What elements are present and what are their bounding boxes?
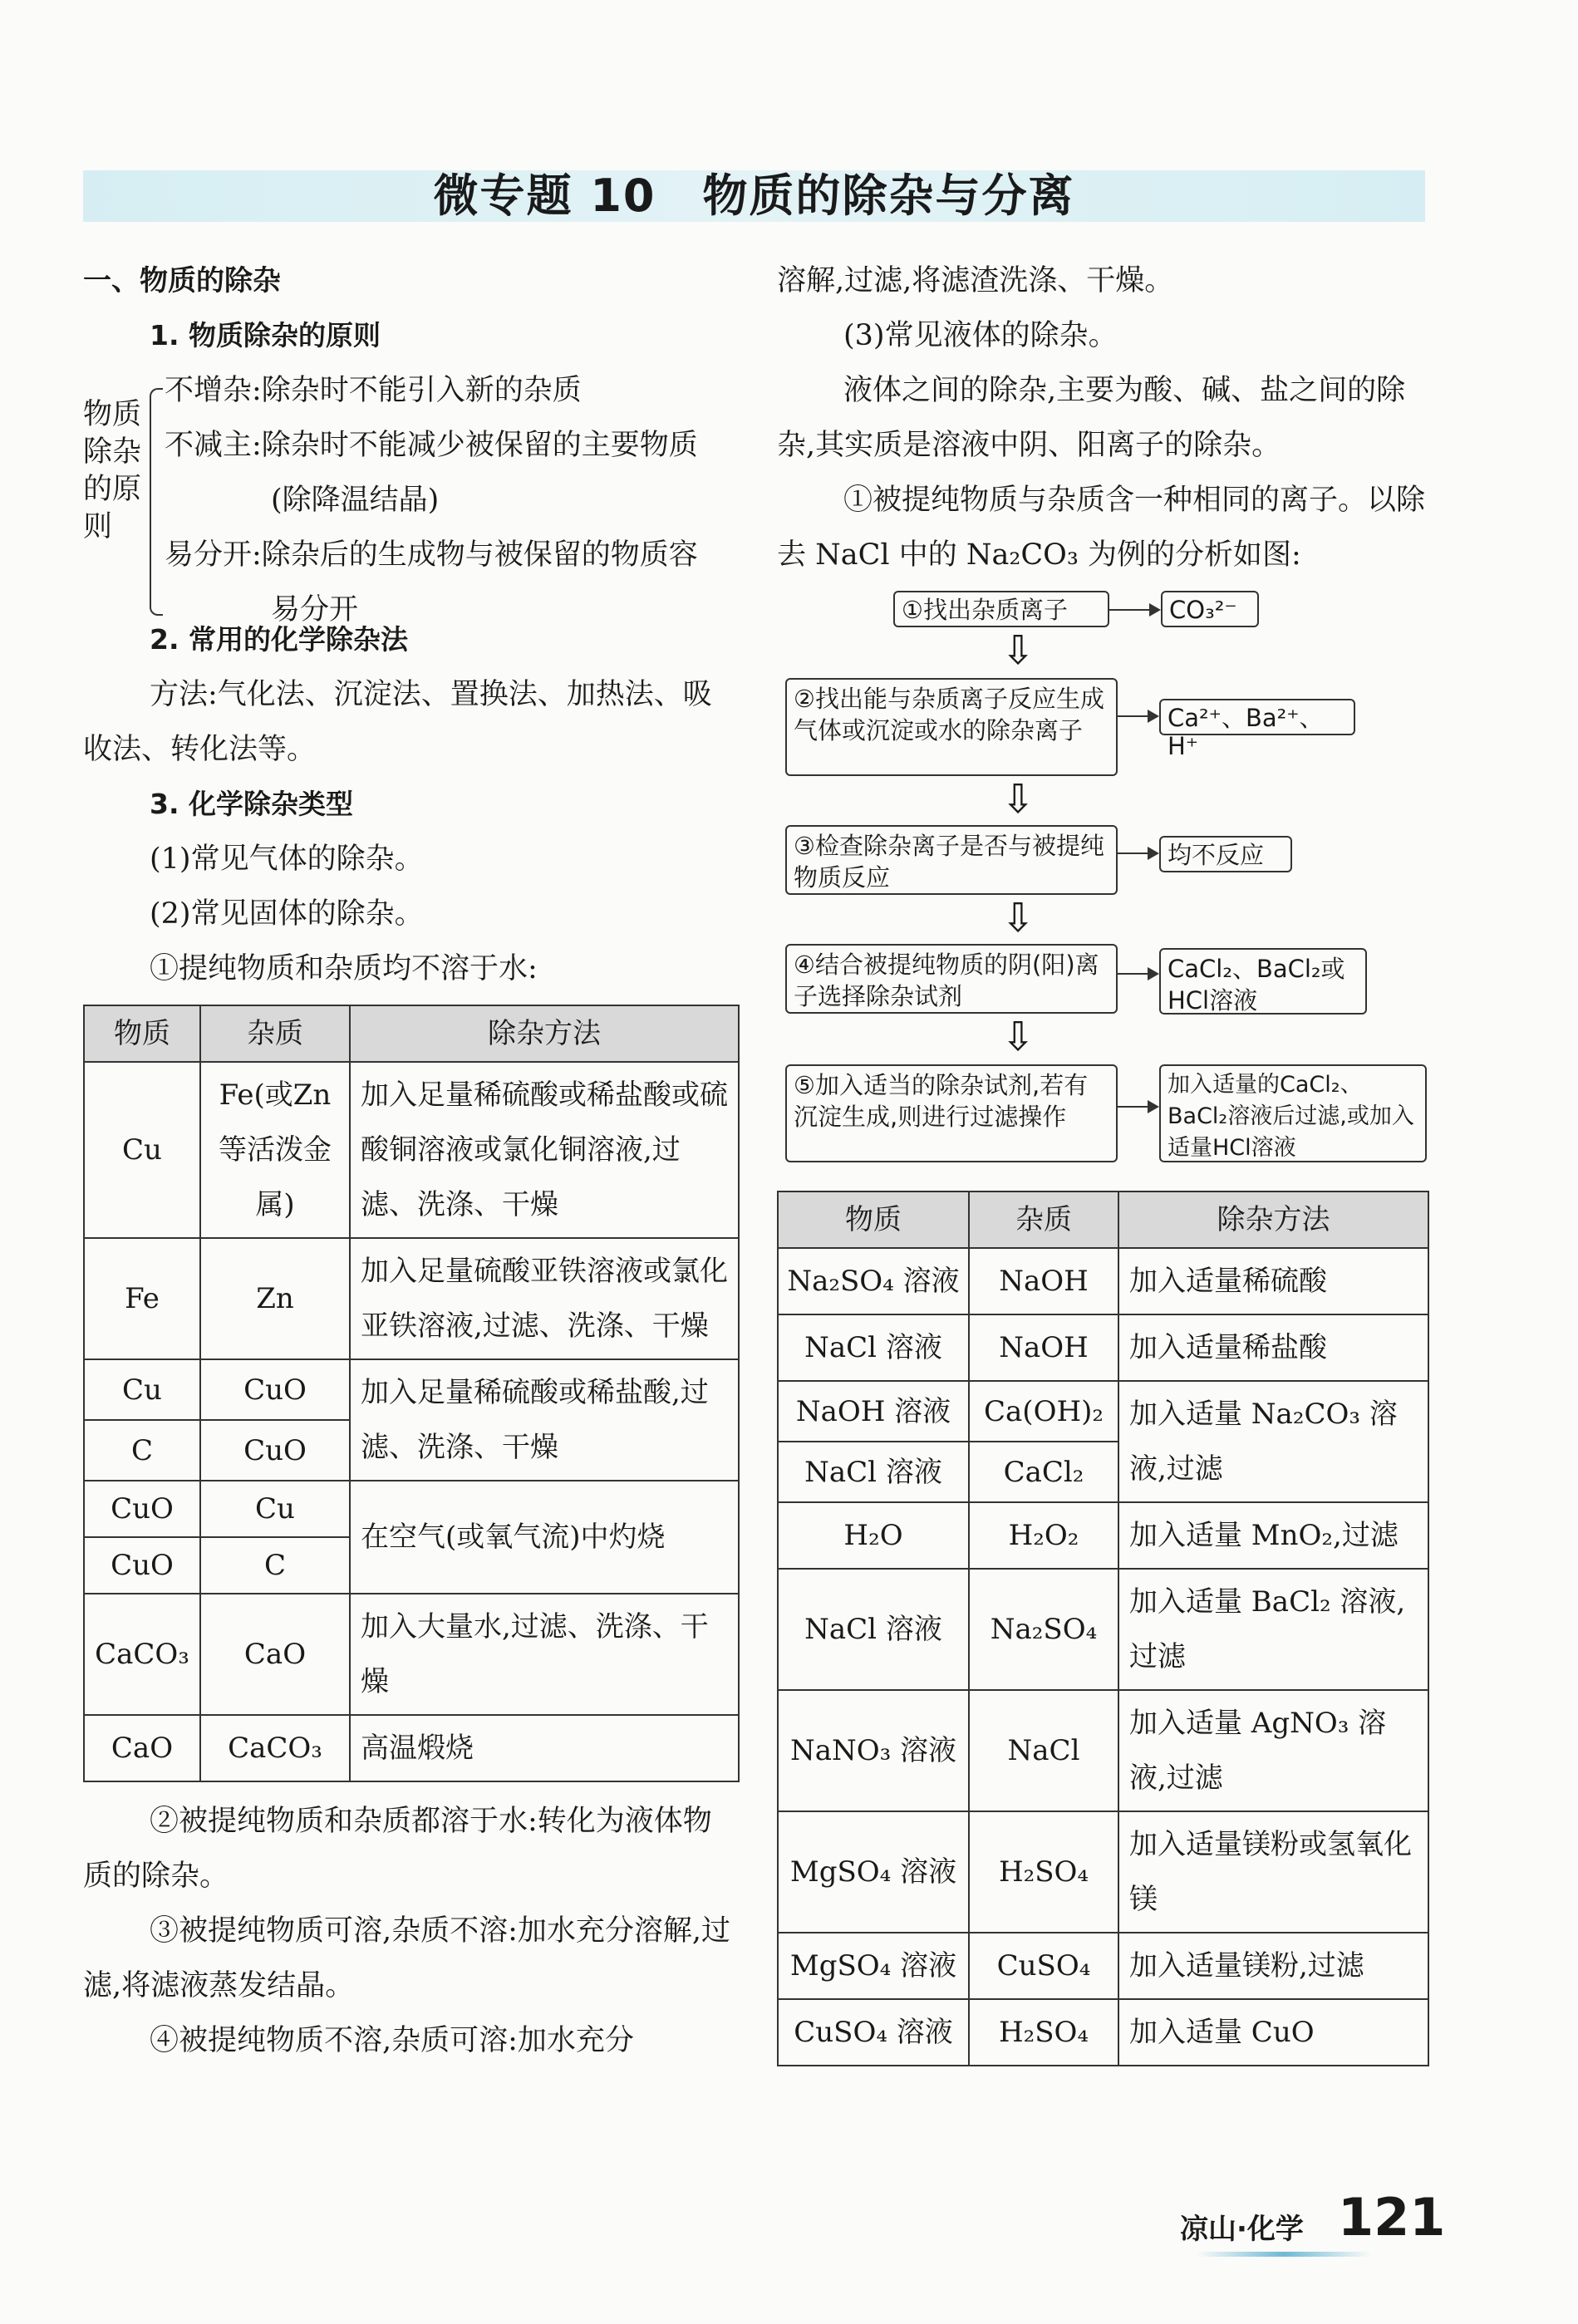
flow-arrow xyxy=(1118,973,1158,975)
flow-step: ④结合被提纯物质的阴(阳)离子选择除杂试剂 xyxy=(785,944,1118,1014)
table-header: 除杂方法 xyxy=(1118,1191,1428,1248)
table-row xyxy=(778,1690,1428,1811)
table-row xyxy=(778,1811,1428,1933)
cell: NaOH xyxy=(969,1248,1118,1314)
table-row xyxy=(84,1715,739,1781)
cell: 加入足量稀硫酸或稀盐酸或硫酸铜溶液或氯化铜溶液,过滤、洗涤、干燥 xyxy=(350,1062,739,1238)
principle-line: 易分开:除杂后的生成物与被保留的物质容 xyxy=(165,538,698,572)
footer-label: 凉山·化学 xyxy=(1180,2213,1304,2246)
cell: H₂SO₄ xyxy=(969,1811,1118,1933)
flow-arrow xyxy=(1109,609,1159,611)
brace xyxy=(150,388,163,616)
cell: 加入适量稀盐酸 xyxy=(1118,1314,1428,1381)
table-row xyxy=(84,1062,739,1238)
cell: C xyxy=(84,1420,200,1481)
down-arrow-icon: ⇩ xyxy=(1001,627,1035,674)
cell: NaOH 溶液 xyxy=(778,1381,969,1442)
table-header: 杂质 xyxy=(969,1191,1118,1248)
cell: Cu xyxy=(84,1062,200,1238)
cell: 加入适量 Na₂CO₃ 溶液,过滤 xyxy=(1118,1381,1428,1502)
cell: 加入适量镁粉或氢氧化镁 xyxy=(1118,1811,1428,1933)
flow-result: Ca²⁺、Ba²⁺、H⁺ xyxy=(1159,699,1355,735)
principles-label: 物质除杂的原则 xyxy=(83,398,142,543)
down-arrow-icon: ⇩ xyxy=(1001,895,1035,941)
table-row xyxy=(778,1933,1428,1999)
flow-diagram xyxy=(777,582,1429,1181)
flow-result: CO₃²⁻ xyxy=(1161,591,1259,627)
cell: Fe xyxy=(84,1238,200,1359)
page-title: 微专题 10 物质的除杂与分离 xyxy=(433,170,1075,222)
cell: 加入足量稀硫酸或稀盐酸,过滤、洗涤、干燥 xyxy=(350,1359,739,1481)
cell: CaO xyxy=(200,1594,350,1715)
cell: Zn xyxy=(200,1238,350,1359)
table-row xyxy=(778,1569,1428,1690)
flow-arrow xyxy=(1118,1106,1158,1108)
cell: NaOH xyxy=(969,1314,1118,1381)
cell: CuO xyxy=(84,1481,200,1537)
cell: H₂SO₄ xyxy=(969,1999,1118,2066)
flow-step: ②找出能与杂质离子反应生成气体或沉淀或水的除杂离子 xyxy=(785,678,1118,776)
table-row xyxy=(778,1502,1428,1569)
cell: C xyxy=(200,1537,350,1594)
table-row xyxy=(84,1238,739,1359)
principle-line: (除降温结晶) xyxy=(271,484,440,517)
cell: CuSO₄ xyxy=(969,1933,1118,1999)
cell: 高温煅烧 xyxy=(350,1715,739,1781)
cell: Fe(或Zn等活泼金属) xyxy=(200,1062,350,1238)
cell: CaCO₃ xyxy=(200,1715,350,1781)
cell: NaCl xyxy=(969,1690,1118,1811)
cell: Cu xyxy=(200,1481,350,1537)
cell: H₂O₂ xyxy=(969,1502,1118,1569)
table-header: 物质 xyxy=(778,1191,969,1248)
cell: 加入适量 MnO₂,过滤 xyxy=(1118,1502,1428,1569)
para-pure-soluble: ③被提纯物质可溶,杂质不溶:加水充分溶解,过滤,将滤液蒸发结晶。 xyxy=(83,1914,731,2002)
item-same-ion: ①被提纯物质与杂质含一种相同的离子。以除去 NaCl 中的 Na₂CO₃ 为例的分析如图: xyxy=(777,484,1426,572)
table-row xyxy=(778,1248,1428,1314)
item-liquid: (3)常见液体的除杂。 xyxy=(843,319,1118,352)
cell: CuSO₄ 溶液 xyxy=(778,1999,969,2066)
principle-line: 不减主:除杂时不能减少被保留的主要物质 xyxy=(165,429,698,462)
flow-arrow xyxy=(1118,852,1158,854)
cell: CuO xyxy=(200,1359,350,1420)
flow-step: ①找出杂质离子 xyxy=(893,591,1109,627)
methods-text: 方法:气化法、沉淀法、置换法、加热法、吸收法、转化法等。 xyxy=(83,678,712,766)
subheading-methods: 2. 常用的化学除杂法 xyxy=(150,623,408,656)
table-row xyxy=(84,1359,739,1420)
table-row xyxy=(84,1594,739,1715)
table-row xyxy=(778,1381,1428,1442)
table-header: 物质 xyxy=(84,1005,200,1062)
cell: NaCl 溶液 xyxy=(778,1314,969,1381)
item-insoluble: ①提纯物质和杂质均不溶于水: xyxy=(150,952,538,985)
cell: 加入适量 AgNO₃ 溶液,过滤 xyxy=(1118,1690,1428,1811)
right-column xyxy=(777,253,1429,2066)
table-liquids xyxy=(777,1191,1429,2066)
flow-step: ⑤加入适当的除杂试剂,若有沉淀生成,则进行过滤操作 xyxy=(785,1064,1118,1162)
page-number: 121 xyxy=(1338,2187,1446,2248)
item-solid: (2)常见固体的除杂。 xyxy=(150,897,424,931)
cell: CuO xyxy=(84,1537,200,1594)
table-row xyxy=(84,1481,739,1537)
table-solids xyxy=(83,1005,740,1782)
cell: 加入足量硫酸亚铁溶液或氯化亚铁溶液,过滤、洗涤、干燥 xyxy=(350,1238,739,1359)
table-header: 杂质 xyxy=(200,1005,350,1062)
cell: 加入适量 CuO xyxy=(1118,1999,1428,2066)
para-both-soluble: ②被提纯物质和杂质都溶于水:转化为液体物质的除杂。 xyxy=(83,1805,712,1893)
cell: H₂O xyxy=(778,1502,969,1569)
down-arrow-icon: ⇩ xyxy=(1001,776,1035,823)
left-column xyxy=(83,253,740,2068)
flow-result: 加入适量的CaCl₂、BaCl₂溶液后过滤,或加入适量HCl溶液 xyxy=(1159,1064,1427,1162)
cell: NaCl 溶液 xyxy=(778,1569,969,1690)
cell: CaO xyxy=(84,1715,200,1781)
cell: 在空气(或氧气流)中灼烧 xyxy=(350,1481,739,1594)
table-row xyxy=(778,1999,1428,2066)
cell: MgSO₄ 溶液 xyxy=(778,1811,969,1933)
subheading-types: 3. 化学除杂类型 xyxy=(150,788,353,820)
principle-line: 不增杂:除杂时不能引入新的杂质 xyxy=(165,374,582,407)
flow-arrow xyxy=(1118,715,1158,717)
cell: Na₂SO₄ xyxy=(969,1569,1118,1690)
cell: NaCl 溶液 xyxy=(778,1442,969,1502)
liquid-text: 液体之间的除杂,主要为酸、碱、盐之间的除杂,其实质是溶液中阴、阳离子的除杂。 xyxy=(777,374,1406,462)
item-gas: (1)常见气体的除杂。 xyxy=(150,843,424,876)
table-header: 除杂方法 xyxy=(350,1005,739,1062)
section-heading: 一、物质的除杂 xyxy=(83,264,281,297)
footer-decoration xyxy=(1197,2252,1371,2257)
continued-text: 溶解,过滤,将滤渣洗涤、干燥。 xyxy=(777,264,1174,297)
table-row xyxy=(778,1314,1428,1381)
cell: Na₂SO₄ 溶液 xyxy=(778,1248,969,1314)
principle-line: 易分开 xyxy=(271,593,359,626)
para-pure-insoluble: ④被提纯物质不溶,杂质可溶:加水充分 xyxy=(150,2024,634,2057)
cell: CuO xyxy=(200,1420,350,1481)
cell: 加入大量水,过滤、洗涤、干燥 xyxy=(350,1594,739,1715)
flow-step: ③检查除杂离子是否与被提纯物质反应 xyxy=(785,825,1118,895)
cell: Cu xyxy=(84,1359,200,1420)
flow-result: CaCl₂、BaCl₂或HCl溶液 xyxy=(1159,948,1367,1015)
cell: 加入适量镁粉,过滤 xyxy=(1118,1933,1428,1999)
flow-result: 均不反应 xyxy=(1159,836,1292,872)
cell: MgSO₄ 溶液 xyxy=(778,1933,969,1999)
cell: 加入适量 BaCl₂ 溶液,过滤 xyxy=(1118,1569,1428,1690)
down-arrow-icon: ⇩ xyxy=(1001,1014,1035,1060)
subheading-principles: 1. 物质除杂的原则 xyxy=(150,319,381,351)
cell: Ca(OH)₂ xyxy=(969,1381,1118,1442)
principles-block xyxy=(83,363,740,626)
cell: CaCl₂ xyxy=(969,1442,1118,1502)
cell: NaNO₃ 溶液 xyxy=(778,1690,969,1811)
cell: 加入适量稀硫酸 xyxy=(1118,1248,1428,1314)
cell: CaCO₃ xyxy=(84,1594,200,1715)
